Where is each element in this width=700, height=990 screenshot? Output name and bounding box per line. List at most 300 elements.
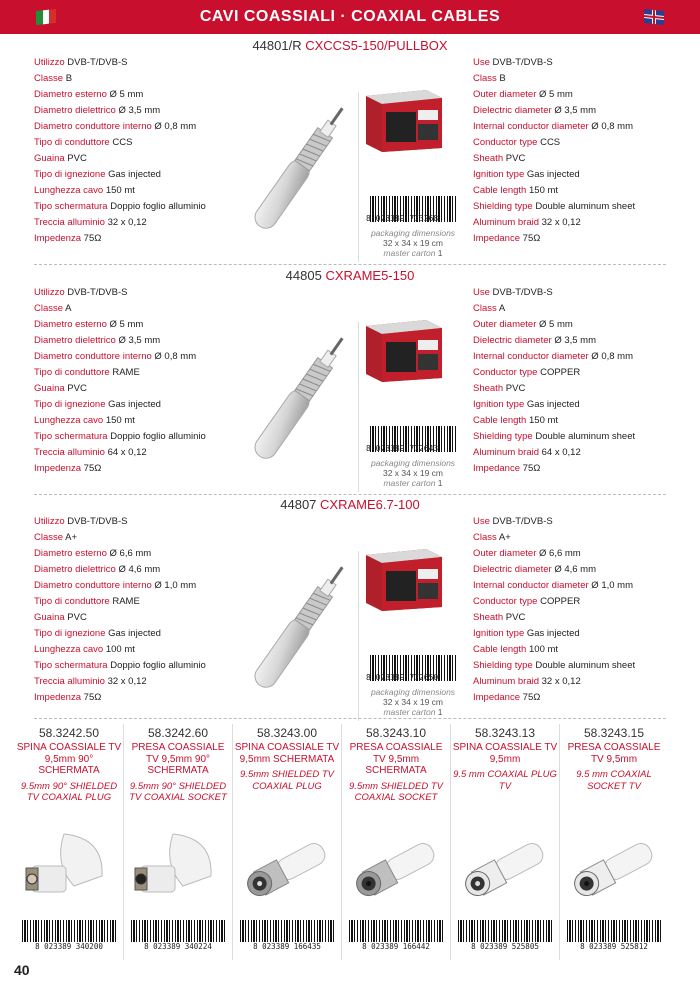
spec-label: Tipo schermatura [34, 660, 108, 671]
spec-row [34, 562, 206, 578]
spec-value: RAME [112, 596, 140, 607]
packaging-label: packaging dimensions [370, 228, 456, 238]
spec-label: Conductor type [473, 137, 538, 148]
spec-label: Tipo di ignezione [34, 169, 106, 180]
spec-value: CCS [112, 137, 133, 148]
packaging-info [358, 687, 468, 717]
spec-value: Double aluminum sheet [535, 201, 636, 212]
connector-name-italian: PRESA COASSIALE TV 9,5mm [567, 742, 661, 765]
spec-value: A+ [65, 532, 78, 543]
spec-label: Utilizzo [34, 287, 65, 298]
spec-row [34, 151, 206, 167]
page-header [0, 0, 700, 34]
spec-row [473, 317, 635, 333]
spec-label: Impedance [473, 692, 521, 703]
product-code: CXRAME6.7-100 [320, 497, 420, 512]
product-box-icon [364, 86, 444, 154]
column-divider [559, 724, 560, 960]
spec-row [34, 55, 206, 71]
packaging-dimensions: 32 x 34 x 19 cm [382, 468, 443, 478]
spec-row [473, 514, 635, 530]
spec-value: Doppio foglio alluminio [110, 660, 206, 671]
spec-label: Tipo schermatura [34, 201, 108, 212]
spec-row [34, 119, 206, 135]
spec-label: Class [473, 73, 497, 84]
spec-row [34, 642, 206, 658]
product-section [0, 268, 700, 496]
spec-label: Classe [34, 73, 64, 84]
angled-socket-icon [133, 824, 223, 914]
spec-value: Ø 5 mm [109, 89, 144, 100]
spec-value: 32 x 0,12 [541, 217, 581, 228]
barcode-number: 8 023389 525805 [471, 942, 539, 951]
column-divider [232, 724, 233, 960]
spec-value: PVC [67, 612, 87, 623]
spec-label: Impedenza [34, 692, 82, 703]
master-carton-qty: 1 [437, 248, 443, 258]
master-carton-label: master carton [383, 248, 436, 258]
spec-value: B [499, 73, 506, 84]
spec-value: 100 mt [529, 644, 559, 655]
spec-value: Gas injected [526, 169, 580, 180]
spec-row [473, 546, 635, 562]
spec-value: CCS [540, 137, 561, 148]
spec-label: Diametro esterno [34, 548, 107, 559]
connector-code: 58.3242.50 [38, 726, 100, 740]
spec-value: 32 x 0,12 [107, 217, 147, 228]
spec-row [473, 429, 635, 445]
spec-label: Ignition type [473, 169, 525, 180]
spec-label: Classe [34, 303, 64, 314]
connector-name-english: 9.5 mm COAXIAL SOCKET TV [576, 769, 652, 792]
column-divider [450, 724, 451, 960]
spec-label: Dielectric diameter [473, 335, 552, 346]
spec-row [34, 183, 206, 199]
spec-row [473, 397, 635, 413]
spec-label: Lunghezza cavo [34, 415, 104, 426]
master-carton-line [358, 248, 468, 258]
spec-row [473, 413, 635, 429]
spec-value: Gas injected [526, 628, 580, 639]
spec-value: Ø 1,0 mm [591, 580, 633, 591]
barcode-number: 8 023389 340224 [144, 942, 212, 951]
spec-label: Dielectric diameter [473, 564, 552, 575]
barcode-number: 8 023389 166435 [253, 942, 321, 951]
spec-value: PVC [505, 383, 526, 394]
spec-label: Use [473, 57, 490, 68]
spec-row [473, 103, 635, 119]
master-carton-line [358, 707, 468, 717]
spec-value: Ø 0,8 mm [154, 351, 197, 362]
spec-label: Utilizzo [34, 57, 65, 68]
master-carton-qty: 1 [437, 478, 443, 488]
column-divider [123, 724, 124, 960]
spec-row [34, 413, 206, 429]
spec-label: Sheath [473, 383, 504, 394]
packaging-label: packaging dimensions [370, 687, 456, 697]
spec-row [34, 231, 206, 247]
spec-value: A [65, 303, 72, 314]
spec-value: Double aluminum sheet [535, 431, 636, 442]
spec-value: Gas injected [526, 399, 580, 410]
spec-label: Tipo di ignezione [34, 628, 106, 639]
spec-label: Impedenza [34, 233, 82, 244]
spec-value: 64 x 0,12 [107, 447, 147, 458]
packaging-dimensions: 32 x 34 x 19 cm [382, 697, 443, 707]
italian-flag-icon [36, 9, 56, 25]
spec-label: Shielding type [473, 431, 533, 442]
spec-row [473, 381, 635, 397]
spec-value: DVB-T/DVB-S [492, 287, 553, 298]
spec-row [473, 199, 635, 215]
spec-value: Ø 3,5 mm [118, 335, 161, 346]
spec-label: Cable length [473, 644, 527, 655]
plug-icon [460, 824, 550, 914]
spec-label: Sheath [473, 153, 504, 164]
product-code: CXCCS5-150/PULLBOX [305, 38, 448, 53]
packaging-info [358, 458, 468, 488]
spec-label: Treccia alluminio [34, 676, 105, 687]
spec-value: Doppio foglio alluminio [110, 431, 206, 442]
spec-label: Conductor type [473, 596, 538, 607]
spec-value: Ø 5 mm [539, 89, 573, 100]
spec-list-italian [34, 285, 206, 477]
spec-label: Lunghezza cavo [34, 185, 104, 196]
connector-code: 58.3243.10 [365, 726, 427, 740]
spec-label: Diametro dielettrico [34, 564, 116, 575]
connector-card [452, 724, 558, 960]
connector-name-italian: PRESA COASSIALE TV 9,5mm SCHERMATA [349, 742, 443, 776]
spec-label: Utilizzo [34, 516, 65, 527]
spec-label: Guaina [34, 153, 65, 164]
spec-row [473, 285, 635, 301]
column-divider [358, 322, 359, 492]
connector-code: 58.3243.13 [474, 726, 536, 740]
barcode-icon [567, 920, 661, 942]
spec-value: Ø 5 mm [109, 319, 144, 330]
barcode-icon [131, 920, 225, 942]
spec-value: Double aluminum sheet [535, 660, 636, 671]
connector-card [561, 724, 667, 960]
spec-row [34, 429, 206, 445]
spec-label: Conductor type [473, 367, 538, 378]
angled-plug-icon [24, 824, 114, 914]
spec-row [34, 594, 206, 610]
spec-value: Ø 1,0 mm [154, 580, 197, 591]
spec-row [34, 301, 206, 317]
spec-row [473, 642, 635, 658]
section-title [0, 497, 700, 512]
spec-row [473, 690, 635, 706]
straight-plug-icon [242, 824, 332, 914]
spec-label: Impedance [473, 233, 521, 244]
spec-label: Diametro esterno [34, 89, 107, 100]
barcode-icon [240, 920, 334, 942]
coaxial-cable-icon [242, 98, 352, 248]
spec-value: Ø 0,8 mm [591, 351, 633, 362]
section-title [0, 38, 700, 53]
spec-row [34, 546, 206, 562]
spec-value: DVB-T/DVB-S [492, 57, 553, 68]
spec-value: A+ [498, 532, 511, 543]
spec-row [34, 333, 206, 349]
spec-label: Impedenza [34, 463, 82, 474]
spec-value: Ø 6,6 mm [109, 548, 152, 559]
spec-value: Ø 5 mm [539, 319, 573, 330]
spec-row [473, 365, 635, 381]
spec-value: 150 mt [529, 185, 559, 196]
connector-code: 58.3243.00 [256, 726, 318, 740]
spec-list-italian [34, 514, 206, 706]
spec-value: Ø 3,5 mm [554, 335, 597, 346]
spec-label: Guaina [34, 612, 65, 623]
uk-flag-icon [644, 9, 664, 25]
master-carton-label: master carton [383, 707, 436, 717]
spec-row [34, 461, 206, 477]
spec-value: Gas injected [108, 169, 161, 180]
section-separator [34, 718, 666, 719]
spec-label: Shielding type [473, 201, 533, 212]
spec-row [473, 461, 635, 477]
spec-label: Guaina [34, 383, 65, 394]
spec-row [34, 103, 206, 119]
connector-code: 58.3243.15 [583, 726, 645, 740]
column-divider [358, 92, 359, 262]
spec-label: Use [473, 287, 490, 298]
master-carton-label: master carton [383, 478, 436, 488]
spec-value: DVB-T/DVB-S [67, 516, 128, 527]
spec-label: Outer diameter [473, 89, 537, 100]
connector-name-italian: SPINA COASSIALE TV 9,5mm SCHERMATA [234, 742, 340, 765]
master-carton-line [358, 478, 468, 488]
spec-list-english [473, 514, 635, 706]
spec-row [34, 445, 206, 461]
straight-socket-icon [351, 824, 441, 914]
spec-row [473, 674, 635, 690]
spec-value: PVC [67, 153, 87, 164]
spec-value: 75Ω [522, 692, 541, 703]
spec-value: PVC [505, 612, 526, 623]
spec-label: Dielectric diameter [473, 105, 552, 116]
spec-value: 100 mt [105, 644, 135, 655]
barcode-icon [22, 920, 116, 942]
spec-row [34, 135, 206, 151]
spec-row [473, 167, 635, 183]
spec-value: Gas injected [108, 399, 161, 410]
spec-row [34, 285, 206, 301]
spec-label: Tipo di ignezione [34, 399, 106, 410]
spec-value: PVC [505, 153, 526, 164]
spec-value: PVC [67, 383, 87, 394]
barcode-icon [458, 920, 552, 942]
barcode-number: 8 023389 772650 [366, 673, 439, 682]
spec-list-italian [34, 55, 206, 247]
spec-label: Aluminum braid [473, 676, 539, 687]
spec-label: Tipo di conduttore [34, 137, 110, 148]
product-code: CXRAME5-150 [325, 268, 415, 283]
spec-value: Ø 4,6 mm [118, 564, 161, 575]
spec-row [473, 301, 635, 317]
spec-value: Ø 0,8 mm [591, 121, 633, 132]
packaging-info [358, 228, 468, 258]
spec-label: Ignition type [473, 628, 525, 639]
spec-row [473, 610, 635, 626]
spec-row [34, 514, 206, 530]
column-divider [341, 724, 342, 960]
spec-label: Use [473, 516, 490, 527]
spec-label: Class [473, 532, 497, 543]
connector-card [343, 724, 449, 960]
spec-value: B [65, 73, 73, 84]
spec-label: Diametro dielettrico [34, 105, 116, 116]
spec-value: 150 mt [105, 415, 135, 426]
socket-icon [569, 824, 659, 914]
spec-label: Ignition type [473, 399, 525, 410]
spec-row [473, 578, 635, 594]
connector-name-english: 9.5mm SHIELDED TV COAXIAL PLUG [240, 769, 334, 792]
spec-row [473, 87, 635, 103]
spec-label: Impedance [473, 463, 521, 474]
connector-name-italian: SPINA COASSIALE TV 9,5mm 90° SCHERMATA [16, 742, 122, 776]
spec-value: 75Ω [522, 233, 541, 244]
connector-code: 58.3242.60 [147, 726, 209, 740]
spec-label: Tipo schermatura [34, 431, 108, 442]
spec-row [473, 594, 635, 610]
spec-value: DVB-T/DVB-S [492, 516, 553, 527]
product-section [0, 497, 700, 725]
spec-value: 64 x 0,12 [541, 447, 581, 458]
spec-value: 75Ω [83, 692, 102, 703]
spec-list-english [473, 285, 635, 477]
spec-row [34, 626, 206, 642]
spec-row [473, 626, 635, 642]
spec-value: Ø 0,8 mm [154, 121, 197, 132]
spec-row [473, 71, 635, 87]
spec-row [473, 530, 635, 546]
spec-row [34, 397, 206, 413]
spec-row [34, 578, 206, 594]
spec-label: Diametro esterno [34, 319, 107, 330]
spec-row [473, 231, 635, 247]
spec-label: Diametro conduttore interno [34, 351, 152, 362]
spec-value: 150 mt [529, 415, 559, 426]
spec-label: Diametro dielettrico [34, 335, 116, 346]
spec-value: 75Ω [83, 233, 102, 244]
spec-value: RAME [112, 367, 140, 378]
spec-value: Doppio foglio alluminio [110, 201, 206, 212]
master-carton-qty: 1 [437, 707, 443, 717]
spec-row [473, 333, 635, 349]
spec-value: 75Ω [83, 463, 102, 474]
spec-label: Diametro conduttore interno [34, 121, 152, 132]
spec-value: 32 x 0,12 [107, 676, 147, 687]
spec-value: A [498, 303, 506, 314]
spec-label: Tipo di conduttore [34, 596, 110, 607]
spec-label: Cable length [473, 415, 527, 426]
spec-value: Ø 3,5 mm [554, 105, 597, 116]
spec-label: Outer diameter [473, 548, 537, 559]
spec-value: COPPER [540, 367, 581, 378]
spec-row [34, 167, 206, 183]
barcode-number: 8 023389 166442 [362, 942, 430, 951]
spec-label: Cable length [473, 185, 527, 196]
spec-value: Ø 3,5 mm [118, 105, 161, 116]
connector-name-english: 9.5 mm COAXIAL PLUG TV [453, 769, 557, 792]
packaging-label: packaging dimensions [370, 458, 456, 468]
coaxial-cable-icon [242, 328, 352, 478]
spec-row [34, 317, 206, 333]
spec-row [473, 215, 635, 231]
spec-row [473, 349, 635, 365]
spec-label: Class [473, 303, 497, 314]
spec-row [34, 71, 206, 87]
barcode-number: 8 023389 773268 [366, 214, 439, 223]
barcode-number: 8 023389 340200 [35, 942, 103, 951]
product-section [0, 38, 700, 266]
spec-row [473, 119, 635, 135]
connector-name-english: 9.5mm SHIELDED TV COAXIAL SOCKET [349, 780, 443, 803]
spec-row [473, 55, 635, 71]
spec-label: Shielding type [473, 660, 533, 671]
product-number: 44807 [280, 497, 317, 512]
spec-value: Ø 6,6 mm [539, 548, 581, 559]
spec-row [34, 215, 206, 231]
spec-row [34, 87, 206, 103]
connector-name-english: 9.5mm 90° SHIELDED TV COAXIAL PLUG [20, 780, 118, 803]
spec-value: DVB-T/DVB-S [67, 57, 128, 68]
spec-row [473, 658, 635, 674]
spec-row [473, 445, 635, 461]
spec-row [473, 151, 635, 167]
spec-row [34, 349, 206, 365]
connector-card [125, 724, 231, 960]
spec-row [34, 199, 206, 215]
barcode-number: 8 023389 525812 [580, 942, 648, 951]
spec-label: Outer diameter [473, 319, 537, 330]
spec-label: Aluminum braid [473, 447, 539, 458]
spec-value: 32 x 0,12 [541, 676, 581, 687]
spec-label: Internal conductor diameter [473, 121, 589, 132]
spec-label: Sheath [473, 612, 504, 623]
spec-label: Classe [34, 532, 64, 543]
spec-row [473, 135, 635, 151]
page-title: CAVI COASSIALI · COAXIAL CABLES [199, 8, 501, 25]
barcode-icon [349, 920, 443, 942]
product-box-icon [364, 545, 444, 613]
packaging-dimensions: 32 x 34 x 19 cm [382, 238, 443, 248]
spec-list-english [473, 55, 635, 247]
section-separator [34, 264, 666, 265]
product-box-icon [364, 316, 444, 384]
spec-value: Gas injected [108, 628, 161, 639]
connector-name-italian: SPINA COASSIALE TV 9,5mm [452, 742, 558, 765]
spec-label: Tipo di conduttore [34, 367, 110, 378]
spec-label: Treccia alluminio [34, 447, 105, 458]
spec-value: Ø 4,6 mm [554, 564, 597, 575]
spec-value: 150 mt [105, 185, 135, 196]
connector-card [16, 724, 122, 960]
spec-row [34, 690, 206, 706]
product-number: 44801/R [252, 38, 302, 53]
spec-label: Internal conductor diameter [473, 580, 589, 591]
spec-row [473, 183, 635, 199]
spec-value: DVB-T/DVB-S [67, 287, 128, 298]
spec-row [34, 610, 206, 626]
connector-name-english: 9.5mm 90° SHIELDED TV COAXIAL SOCKET [129, 780, 227, 803]
spec-row [34, 658, 206, 674]
coaxial-cable-icon [242, 557, 352, 707]
spec-value: COPPER [540, 596, 581, 607]
